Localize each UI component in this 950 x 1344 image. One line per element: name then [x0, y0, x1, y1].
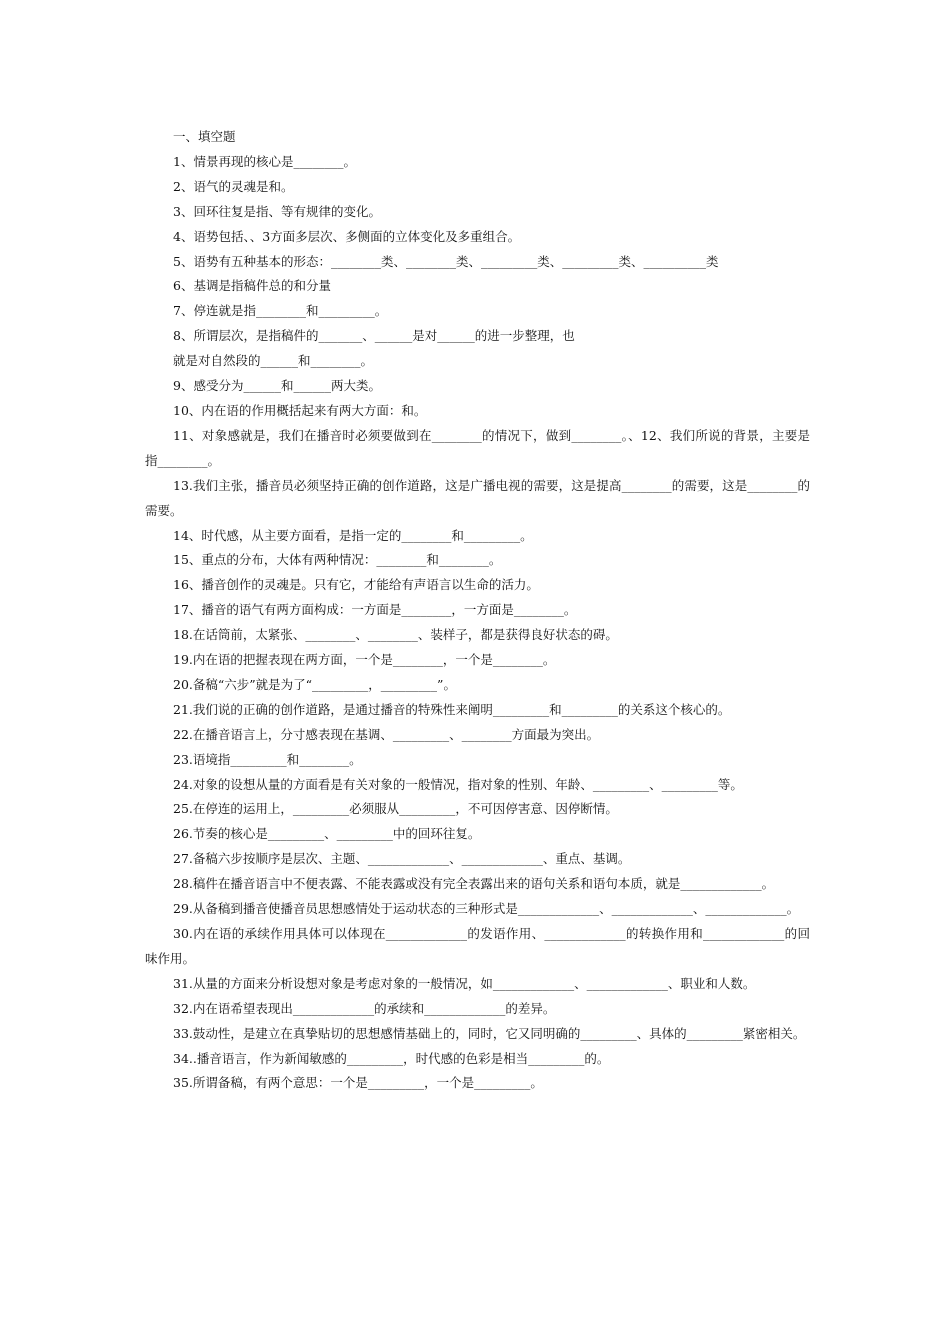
question-32: 32.内在语希望表现出_____________的承续和_____________的差异。	[173, 1000, 556, 1016]
question-17: 17、播音的语气有两方面构成：一方面是________，一方面是________。	[173, 602, 577, 618]
question-16: 16、播音创作的灵魂是。只有它，才能给有声语言以生命的活力。	[173, 577, 539, 593]
question-22: 22.在播音语言上，分寸感表现在基调、_________、________方面最为突出。	[173, 726, 600, 742]
question-26: 26.节奏的核心是_________、_________中的回环往复。	[173, 826, 481, 842]
question-13: 13.我们主张，播音员必须坚持正确的创作道路，这是广播电视的需要，这是提高________的需要，这是________的需要。	[145, 477, 810, 518]
question-8-part-1: 8、所谓层次，是指稿件的_______、______是对______的进一步整理，也	[173, 328, 575, 344]
question-4: 4、语势包括、、3方面多层次、多侧面的立体变化及多重组合。	[173, 228, 521, 244]
question-1: 1、情景再现的核心是________。	[173, 153, 356, 169]
question-27: 27.备稿六步按顺序是层次、主题、_____________、_____________、重点、基调。	[173, 851, 631, 867]
question-9: 9、感受分为______和______两大类。	[173, 378, 381, 394]
question-23: 23.语境指_________和________。	[173, 751, 362, 767]
question-5: 5、语势有五种基本的形态：________类、________类、_________类、_________类、__________类	[173, 253, 719, 269]
question-2: 2、语气的灵魂是和。	[173, 178, 294, 194]
question-21: 21.我们说的正确的创作道路，是通过播音的特殊性来阐明_________和_________的关系这个核心的。	[173, 701, 731, 717]
question-33: 33.鼓动性，是建立在真挚贴切的思想感情基础上的，同时，它又同明确的_________、具体的_________紧密相关。	[173, 1025, 806, 1041]
section-heading: 一、填空题	[173, 129, 236, 144]
question-24: 24.对象的设想从量的方面看是有关对象的一般情况，指对象的性别、年龄、_________、_________等。	[173, 776, 743, 792]
question-14: 14、时代感，从主要方面看，是指一定的________和_________。	[173, 527, 533, 543]
question-3: 3、回环往复是指、等有规律的变化。	[173, 203, 381, 219]
question-35: 35.所谓备稿，有两个意思：一个是_________，一个是_________。	[173, 1075, 543, 1091]
document-body	[145, 125, 810, 1096]
question-10: 10、内在语的作用概括起来有两大方面：和。	[173, 402, 427, 418]
question-28: 28.稿件在播音语言中不便表露、不能表露或没有完全表露出来的语句关系和语句本质，就是_____________。	[173, 876, 775, 892]
question-18: 18.在话筒前，太紧张、________、________、装样子，都是获得良好状态的碍。	[173, 627, 618, 643]
question-19: 19.内在语的把握表现在两方面，一个是________，一个是________。	[173, 652, 556, 668]
question-11-12: 11、对象感就是，我们在播音时必须要做到在________的情况下，做到________。、12、我们所说的背景，主要是指________。	[145, 427, 810, 468]
question-30: 30.内在语的承续作用具体可以体现在_____________的发语作用、_____________的转换作用和_____________的回味作用。	[145, 926, 810, 966]
question-8-part-2: 就是对自然段的______和________。	[173, 353, 374, 369]
question-31: 31.从量的方面来分析设想对象是考虑对象的一般情况，如_____________、_____________、职业和人数。	[173, 975, 756, 991]
question-25: 25.在停连的运用上，_________必须服从_________，不可因停害意、因停断情。	[173, 801, 618, 817]
question-6: 6、基调是指稿件总的和分量	[173, 278, 331, 294]
question-34: 34..播音语言，作为新闻敏感的_________，时代感的色彩是相当_________的。	[173, 1050, 610, 1066]
question-15: 15、重点的分布，大体有两种情况：________和________。	[173, 552, 502, 568]
question-20: 20.备稿“六步”就是为了“_________，_________”。	[173, 676, 456, 692]
question-7: 7、停连就是指________和_________。	[173, 303, 388, 319]
question-29: 29.从备稿到播音使播音员思想感情处于运动状态的三种形式是_____________、_____________、_____________。	[173, 901, 800, 917]
